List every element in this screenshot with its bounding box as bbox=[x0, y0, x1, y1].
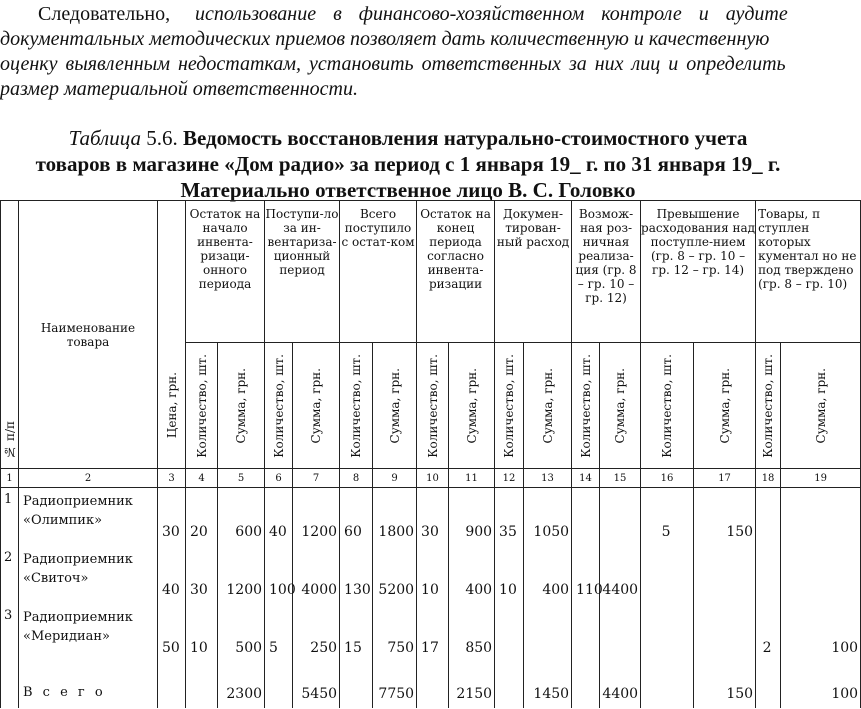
table-cell: 20 bbox=[186, 488, 218, 546]
table-cell: 110 bbox=[572, 546, 600, 604]
table-cell bbox=[495, 604, 524, 662]
caption-line-1 bbox=[0, 125, 816, 151]
table-cell: 40 bbox=[158, 546, 186, 604]
table-cell bbox=[600, 604, 641, 662]
column-number: 16 bbox=[641, 469, 694, 488]
table-cell bbox=[756, 488, 781, 546]
table-cell: 15 bbox=[340, 604, 373, 662]
table-row bbox=[1, 546, 861, 604]
table-cell: 1200 bbox=[218, 546, 265, 604]
table-cell bbox=[694, 546, 756, 604]
header-group-1: Остаток на начало инвента-ризаци-онного периода bbox=[186, 201, 265, 343]
table-cell: 10 bbox=[186, 604, 218, 662]
product-name-line-2: «Олимпик» bbox=[23, 513, 103, 528]
product-name-line-1: Радиоприемник bbox=[23, 551, 133, 567]
header-sum-3: Сумма, грн. bbox=[373, 343, 417, 469]
header-qty-7: Количество, шт. bbox=[641, 343, 694, 469]
header-group-5: Докумен-тирован-ный расход bbox=[495, 201, 572, 343]
product-name bbox=[19, 488, 158, 546]
table-cell: 250 bbox=[293, 604, 340, 662]
table-cell: 750 bbox=[373, 604, 417, 662]
column-number: 3 bbox=[158, 469, 186, 488]
table-cell: 17 bbox=[417, 604, 449, 662]
total-cell: 5450 bbox=[293, 662, 340, 708]
table-cell: 850 bbox=[449, 604, 495, 662]
header-group-8: Товары, п ступлен которых кументал но не под тверждено (гр. 8 – гр. 10) bbox=[756, 201, 861, 343]
total-cell bbox=[265, 662, 293, 708]
header-qty-5: Количество, шт. bbox=[495, 343, 524, 469]
row-number: 1 bbox=[1, 488, 19, 546]
column-number: 8 bbox=[340, 469, 373, 488]
total-cell bbox=[756, 662, 781, 708]
column-number: 18 bbox=[756, 469, 781, 488]
column-number: 14 bbox=[572, 469, 600, 488]
intro-paragraph bbox=[0, 2, 816, 102]
header-no: № п/п bbox=[1, 201, 19, 469]
table-cell bbox=[524, 604, 572, 662]
product-name bbox=[19, 546, 158, 604]
total-number-cell bbox=[1, 662, 19, 708]
total-cell bbox=[572, 662, 600, 708]
table-cell: 1800 bbox=[373, 488, 417, 546]
table-caption bbox=[0, 125, 816, 203]
product-name bbox=[19, 604, 158, 662]
intro-line-3: оценку выявленным недостаткам, установить ответственных за них лиц и определить bbox=[0, 53, 786, 75]
product-name-line-1: Радиоприемник bbox=[23, 609, 133, 625]
table-cell: 130 bbox=[340, 546, 373, 604]
intro-line-1 bbox=[0, 2, 816, 27]
table-cell: 30 bbox=[158, 488, 186, 546]
table-cell: 1050 bbox=[524, 488, 572, 546]
total-cell bbox=[417, 662, 449, 708]
table-cell: 10 bbox=[417, 546, 449, 604]
column-number: 5 bbox=[218, 469, 265, 488]
header-group-2: Поступи-ло за ин-вентариза-ционный период bbox=[265, 201, 340, 343]
row-number: 2 bbox=[1, 546, 19, 604]
header-qty-6: Количество, шт. bbox=[572, 343, 600, 469]
header-group-4: Остаток на конец периода согласно инвента-ризации bbox=[417, 201, 495, 343]
table-cell: 30 bbox=[417, 488, 449, 546]
column-number: 13 bbox=[524, 469, 572, 488]
caption-title-2: товаров в магазине «Дом радио» за период с 1 января 19_ г. по 31 января 19_ г. bbox=[35, 152, 781, 176]
total-label: В с е г о bbox=[19, 662, 158, 708]
header-qty-4: Количество, шт. bbox=[417, 343, 449, 469]
table-cell: 400 bbox=[449, 546, 495, 604]
column-number: 4 bbox=[186, 469, 218, 488]
table-cell bbox=[781, 488, 861, 546]
total-cell bbox=[340, 662, 373, 708]
total-cell bbox=[158, 662, 186, 708]
column-number-row bbox=[1, 469, 861, 488]
column-number: 15 bbox=[600, 469, 641, 488]
header-sum-8: Сумма, грн. bbox=[781, 343, 861, 469]
header-sum-2: Сумма, грн. bbox=[293, 343, 340, 469]
total-cell bbox=[186, 662, 218, 708]
table-cell: 4000 bbox=[293, 546, 340, 604]
column-number: 17 bbox=[694, 469, 756, 488]
caption-number: 5.6. bbox=[146, 126, 178, 150]
caption-title-1: Ведомость восстановления натурально-стоимостного учета bbox=[182, 126, 748, 150]
header-sum-5: Сумма, грн. bbox=[524, 343, 572, 469]
product-name-line-2: «Свиточ» bbox=[23, 570, 89, 586]
column-number: 7 bbox=[293, 469, 340, 488]
total-row bbox=[1, 662, 861, 708]
table-cell: 600 bbox=[218, 488, 265, 546]
table-cell bbox=[572, 488, 600, 546]
table-cell: 2 bbox=[756, 604, 781, 662]
intro-line-2: документальных методических приемов позволяет дать количественную и качественную bbox=[0, 28, 770, 50]
header-group-3: Всего поступило с остат-ком bbox=[340, 201, 417, 343]
total-cell: 2150 bbox=[449, 662, 495, 708]
table-cell: 5 bbox=[265, 604, 293, 662]
header-price-top bbox=[158, 201, 186, 343]
header-group-7: Превышение расходования над поступле-нием (гр. 8 – гр. 10 – гр. 12 – гр. 14) bbox=[641, 201, 756, 343]
table-cell: 5200 bbox=[373, 546, 417, 604]
column-number: 6 bbox=[265, 469, 293, 488]
total-cell: 150 bbox=[694, 662, 756, 708]
table-row bbox=[1, 604, 861, 662]
table-cell: 900 bbox=[449, 488, 495, 546]
caption-title-3: Материально ответственное лицо В. С. Головко bbox=[180, 178, 636, 202]
table-cell: 100 bbox=[265, 546, 293, 604]
total-cell: 4400 bbox=[600, 662, 641, 708]
total-cell bbox=[495, 662, 524, 708]
header-sum-7: Сумма, грн. bbox=[694, 343, 756, 469]
header-group-6: Возмож-ная роз-ничная реализа-ция (гр. 8 – гр. 10 – гр. 12) bbox=[572, 201, 641, 343]
table-cell: 500 bbox=[218, 604, 265, 662]
column-number: 1 bbox=[1, 469, 19, 488]
caption-label: Таблица bbox=[68, 126, 141, 150]
header-qty-1: Количество, шт. bbox=[186, 343, 218, 469]
product-name-line-2: «Меридиан» bbox=[23, 628, 110, 644]
header-sum-1: Сумма, грн. bbox=[218, 343, 265, 469]
product-name-line-1: Радиоприемник bbox=[23, 494, 133, 509]
inventory-table bbox=[0, 200, 861, 708]
header-price: Цена, грн. bbox=[158, 343, 186, 469]
column-number: 12 bbox=[495, 469, 524, 488]
table-cell: 1200 bbox=[293, 488, 340, 546]
total-cell bbox=[641, 662, 694, 708]
table-cell: 400 bbox=[524, 546, 572, 604]
column-number: 11 bbox=[449, 469, 495, 488]
header-qty-2: Количество, шт. bbox=[265, 343, 293, 469]
table-cell: 100 bbox=[781, 604, 861, 662]
table-cell bbox=[694, 604, 756, 662]
total-cell: 100 bbox=[781, 662, 861, 708]
table-cell: 5 bbox=[641, 488, 694, 546]
table-cell: 150 bbox=[694, 488, 756, 546]
table-cell bbox=[641, 546, 694, 604]
total-cell: 1450 bbox=[524, 662, 572, 708]
table-cell bbox=[600, 488, 641, 546]
table-cell: 60 bbox=[340, 488, 373, 546]
intro-rest: использование в финансово-хозяйственном контроле и аудите bbox=[195, 3, 788, 25]
table-cell bbox=[781, 546, 861, 604]
header-sum-6: Сумма, грн. bbox=[600, 343, 641, 469]
total-cell: 2300 bbox=[218, 662, 265, 708]
table-cell: 30 bbox=[186, 546, 218, 604]
table-cell: 10 bbox=[495, 546, 524, 604]
column-number: 19 bbox=[781, 469, 861, 488]
column-number: 10 bbox=[417, 469, 449, 488]
header-sum-4: Сумма, грн. bbox=[449, 343, 495, 469]
table-cell bbox=[572, 604, 600, 662]
header-qty-3: Количество, шт. bbox=[340, 343, 373, 469]
total-cell: 7750 bbox=[373, 662, 417, 708]
table-cell: 50 bbox=[158, 604, 186, 662]
header-name: Наименование товара bbox=[19, 201, 158, 469]
row-number: 3 bbox=[1, 604, 19, 662]
header-qty-8: Количество, шт. bbox=[756, 343, 781, 469]
column-number: 9 bbox=[373, 469, 417, 488]
intro-lead: Следовательно, bbox=[38, 3, 171, 25]
column-number: 2 bbox=[19, 469, 158, 488]
intro-line-4: размер материальной ответственности. bbox=[0, 78, 358, 100]
table-wrapper bbox=[0, 200, 859, 709]
table-cell bbox=[756, 546, 781, 604]
table-cell: 4400 bbox=[600, 546, 641, 604]
table-cell: 40 bbox=[265, 488, 293, 546]
table-cell: 35 bbox=[495, 488, 524, 546]
table-cell bbox=[641, 604, 694, 662]
table-row bbox=[1, 488, 861, 546]
